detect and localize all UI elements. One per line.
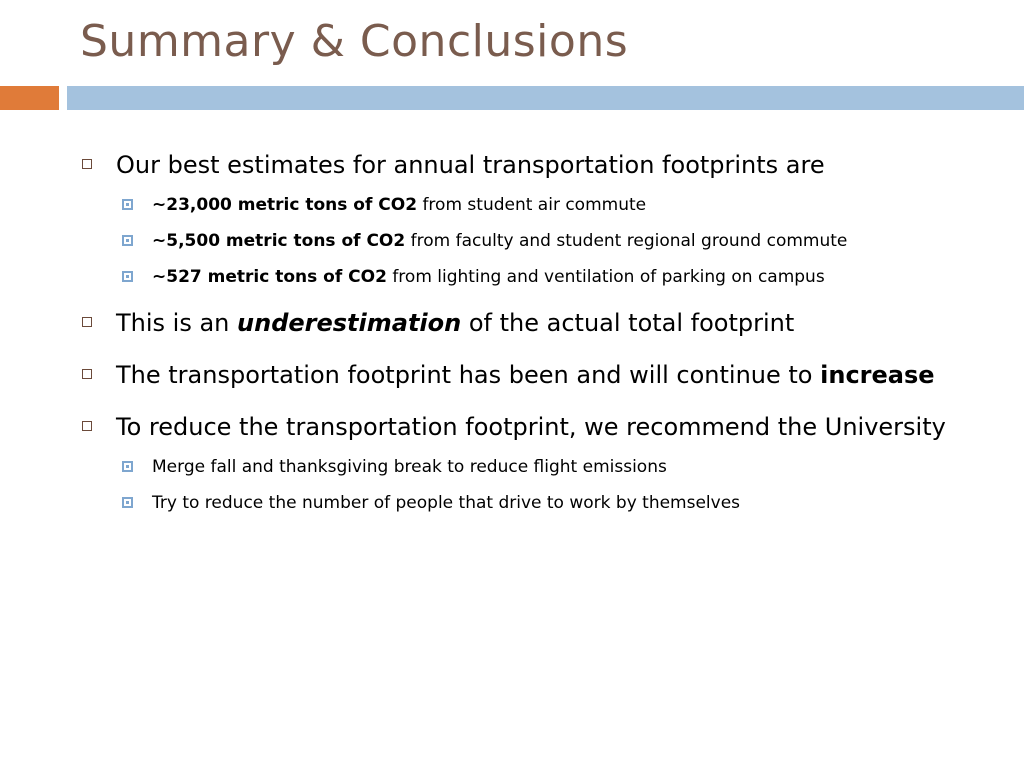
sub-bullet-item xyxy=(80,490,980,516)
sub-bullet-item xyxy=(80,192,980,218)
filled-square-bullet-icon xyxy=(122,271,133,282)
sub-bullet-item xyxy=(80,228,980,254)
sub-bullet-text: Merge fall and thanksgiving break to reduce flight emissions xyxy=(152,457,667,477)
bullet-item xyxy=(80,144,980,186)
square-bullet-icon xyxy=(82,317,92,327)
slide-title: Summary & Conclusions xyxy=(80,16,629,67)
sub-bullet-list xyxy=(80,192,980,290)
filled-square-bullet-icon xyxy=(122,461,133,472)
square-bullet-icon xyxy=(82,421,92,431)
filled-square-bullet-icon xyxy=(122,199,133,210)
bullet-list xyxy=(80,144,980,528)
sub-bullet-list xyxy=(80,454,980,516)
sub-bullet-text: from faculty and student regional ground commute xyxy=(405,231,848,251)
bullet-item xyxy=(80,406,980,448)
bullet-text: Our best estimates for annual transportation footprints are xyxy=(116,151,825,179)
sub-bullet-text: Try to reduce the number of people that drive to work by themselves xyxy=(152,493,741,513)
bullet-item xyxy=(80,302,980,344)
sub-bullet-bold-text: ~23,000 metric tons of CO2 xyxy=(152,195,418,215)
sub-bullet-bold-text: ~527 metric tons of CO2 xyxy=(152,267,387,287)
bullet-item xyxy=(80,354,980,396)
sub-bullet-text: from lighting and ventilation of parking on campus xyxy=(386,267,825,287)
bullet-text: of the actual total footprint xyxy=(461,309,795,337)
emphasis-text: increase xyxy=(820,361,935,389)
emphasis-text: underestimation xyxy=(237,309,462,337)
bullet-text: This is an xyxy=(116,309,238,337)
square-bullet-icon xyxy=(82,159,92,169)
sub-bullet-bold-text: ~5,500 metric tons of CO2 xyxy=(152,231,406,251)
sub-bullet-item xyxy=(80,264,980,290)
filled-square-bullet-icon xyxy=(122,235,133,246)
bullet-text: To reduce the transportation footprint, we recommend the University xyxy=(116,413,946,441)
title-divider-bar xyxy=(0,86,1024,110)
accent-bar-segment xyxy=(0,86,59,110)
square-bullet-icon xyxy=(82,369,92,379)
sub-bullet-item xyxy=(80,454,980,480)
filled-square-bullet-icon xyxy=(122,497,133,508)
bullet-text: The transportation footprint has been and will continue to xyxy=(116,361,821,389)
main-bar-segment xyxy=(67,86,1024,110)
sub-bullet-text: from student air commute xyxy=(417,195,647,215)
